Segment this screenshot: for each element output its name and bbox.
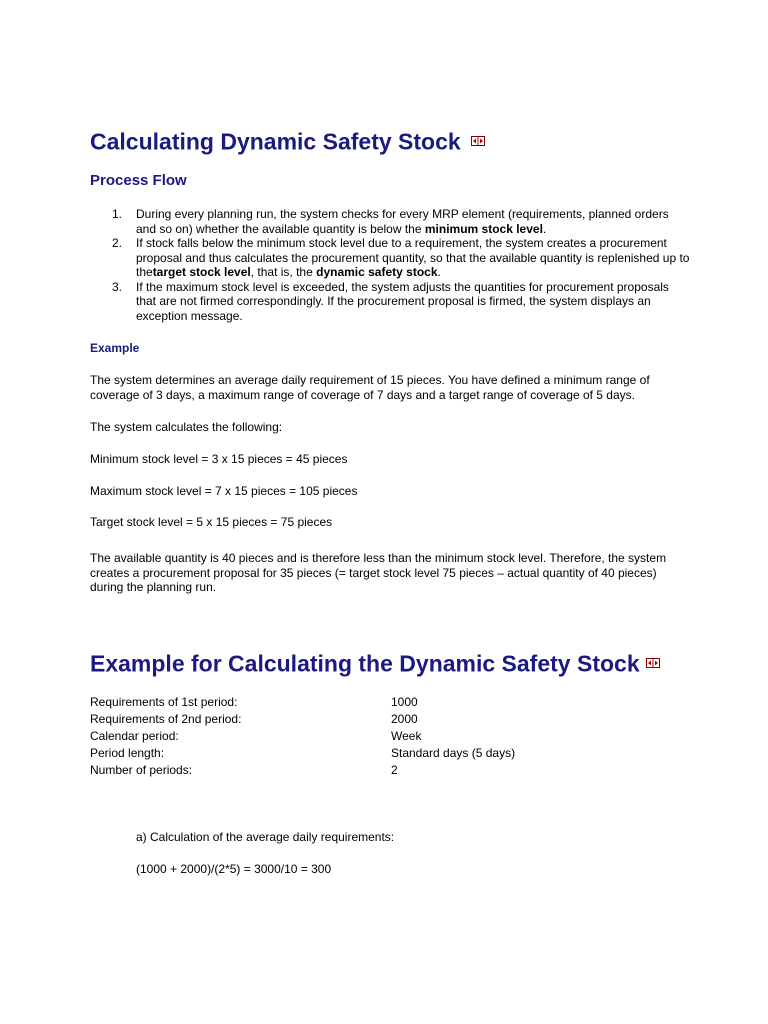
list-item: 3. If the maximum stock level is exceeded, the system adjusts the quantities for procurement proposals that are not firmed correspondingly. If the procurement proposal is firmed, the system displays an exception message. bbox=[112, 279, 669, 323]
process-flow-heading: Process Flow bbox=[90, 172, 187, 189]
calculation-heading: a) Calculation of the average daily requirements: bbox=[136, 830, 395, 844]
section-title-example-dynamic-safety-stock: Example for Calculating the Dynamic Safety Stock bbox=[90, 651, 660, 675]
table-row: Requirements of 1st period: 1000 bbox=[90, 695, 418, 709]
table-row: Calendar period: Week bbox=[90, 729, 422, 743]
list-item: 1. During every planning run, the system checks for every MRP element (requirements, planned orders and so on) whether the available quantity is below the minimum stock level. bbox=[112, 207, 669, 236]
table-row: Requirements of 2nd period: 2000 bbox=[90, 712, 418, 726]
example-heading: Example bbox=[90, 341, 140, 355]
calculation-formula: (1000 + 2000)/(2*5) = 3000/10 = 300 bbox=[136, 862, 332, 876]
calculates-following-text: The system calculates the following: bbox=[90, 420, 283, 434]
list-item: 2. If stock falls below the minimum stock level due to a requirement, the system creates a procurement proposal and thus calculates the procurement quantity, so that the available quantity is replenished up to thetarget stock level, that is, the dynamic safety stock. bbox=[112, 236, 690, 279]
target-stock-level-line: Target stock level = 5 x 15 pieces = 75 pieces bbox=[90, 515, 333, 529]
section-title-calculating-dynamic-safety-stock: Calculating Dynamic Safety Stock bbox=[90, 129, 485, 153]
example-intro-paragraph: The system determines an average daily requirement of 15 pieces. You have defined a minimum range of coverage of 3 days, a maximum range of coverage of 7 days and a target range of coverage of 5 days. bbox=[90, 373, 650, 402]
expand-toggle-icon[interactable] bbox=[646, 658, 660, 668]
requirements-table bbox=[90, 695, 515, 780]
table-row: Number of periods: 2 bbox=[90, 763, 398, 777]
table-row: Period length: Standard days (5 days) bbox=[90, 746, 516, 760]
maximum-stock-level-line: Maximum stock level = 7 x 15 pieces = 105 pieces bbox=[90, 484, 358, 498]
available-quantity-paragraph: The available quantity is 40 pieces and is therefore less than the minimum stock level. Therefore, the system creates a procurement proposal for 35 pieces (= target stock level 75 pieces – actual quantity of 40 pieces) during the planning run. bbox=[90, 551, 667, 594]
expand-toggle-icon[interactable] bbox=[471, 136, 485, 146]
minimum-stock-level-line: Minimum stock level = 3 x 15 pieces = 45 pieces bbox=[90, 452, 348, 466]
process-steps-list bbox=[90, 207, 690, 323]
